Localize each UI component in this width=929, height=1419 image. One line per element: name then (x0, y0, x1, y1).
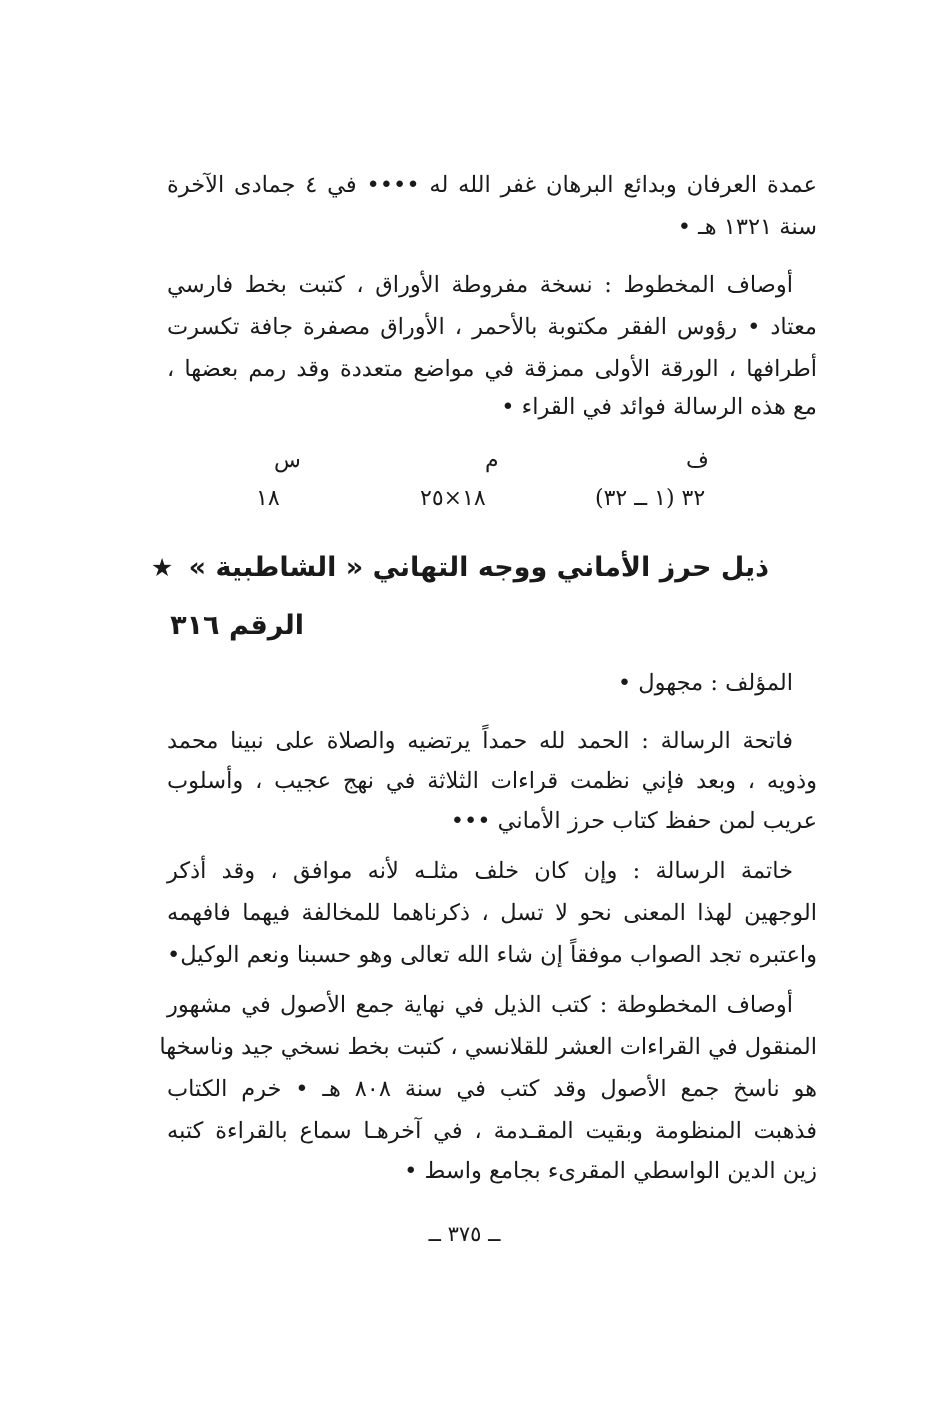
measurement-f-value: ٣٢ (١ ــ ٣٢) (595, 486, 706, 511)
description-2-line-4: فذهبت المنظومة وبقيت المقـدمة ، في آخرهـا سماع بالقراءة كتبه (167, 1118, 817, 1144)
opening-line-3: عريب لمن حفظ كتاب حرز الأماني ••• (450, 808, 817, 834)
entry-title: ذيل حرز الأماني ووجه التهاني « الشاطبية » (188, 552, 769, 583)
description-1-line-3: أطرافها ، الورقة الأولى ممزقة في مواضع متعددة وقد رمم بعضها ، (167, 356, 817, 382)
star-icon: ★ (150, 553, 174, 582)
description-2-line-5: زين الدين الواسطي المقرىء بجامع واسط • (404, 1158, 817, 1184)
intro-line-2: سنة ١٣٢١ هـ • (677, 214, 817, 240)
measurement-s-label: س (274, 448, 301, 473)
entry-number: الرقم ٣١٦ (170, 610, 304, 641)
description-1-line-2: معتاد • رؤوس الفقر مكتوبة بالأحمر ، الأوراق مصفرة جافة تكسرت (167, 314, 817, 340)
entry-title-row (151, 552, 769, 583)
measurement-s-value: ١٨ (256, 486, 280, 511)
closing-line-1: خاتمة الرسالة : وإن كان خلف مثلـه لأنه موافق ، وقد أذكر (167, 858, 793, 884)
closing-line-2: الوجهين لهذا المعنى نحو لا تسل ، ذكرناهما للمخالفة فيهما فافهمه (167, 900, 817, 926)
intro-line-1: عمدة العرفان وبدائع البرهان غفر الله له •••• في ٤ جمادى الآخرة (167, 172, 817, 198)
page-number: ــ ٣٧٥ ــ (428, 1222, 501, 1246)
description-1-line-4: مع هذه الرسالة فوائد في القراء • (501, 394, 817, 420)
opening-line-2: وذويه ، وبعد فإني نظمت قراءات الثلاثة في نهج عجيب ، وأسلوب (167, 768, 817, 794)
measurement-m-label: م (485, 448, 499, 473)
measurement-f-label: ف (686, 448, 709, 473)
description-2-line-2: المنقول في القراءات العشر للقلانسي ، كتبت بخط نسخي جيد وناسخها (159, 1034, 817, 1060)
measurement-m-value: ١٨×٢٥ (420, 486, 486, 511)
description-1-line-1: أوصاف المخطوط : نسخة مفروطة الأوراق ، كتبت بخط فارسي (167, 272, 793, 298)
description-2-line-3: هو ناسخ جمع الأصول وقد كتب في سنة ٨٠٨ هـ • خرم الكتاب (167, 1076, 817, 1102)
opening-line-1: فاتحة الرسالة : الحمد لله حمداً يرتضيه والصلاة على نبينا محمد (167, 728, 793, 754)
author-line: المؤلف : مجهول • (617, 670, 793, 696)
description-2-line-1: أوصاف المخطوطة : كتب الذيل في نهاية جمع الأصول في مشهور (167, 992, 793, 1018)
closing-line-3: واعتبره تجد الصواب موفقاً إن شاء الله تعالى وهو حسبنا ونعم الوكيل• (167, 942, 817, 968)
